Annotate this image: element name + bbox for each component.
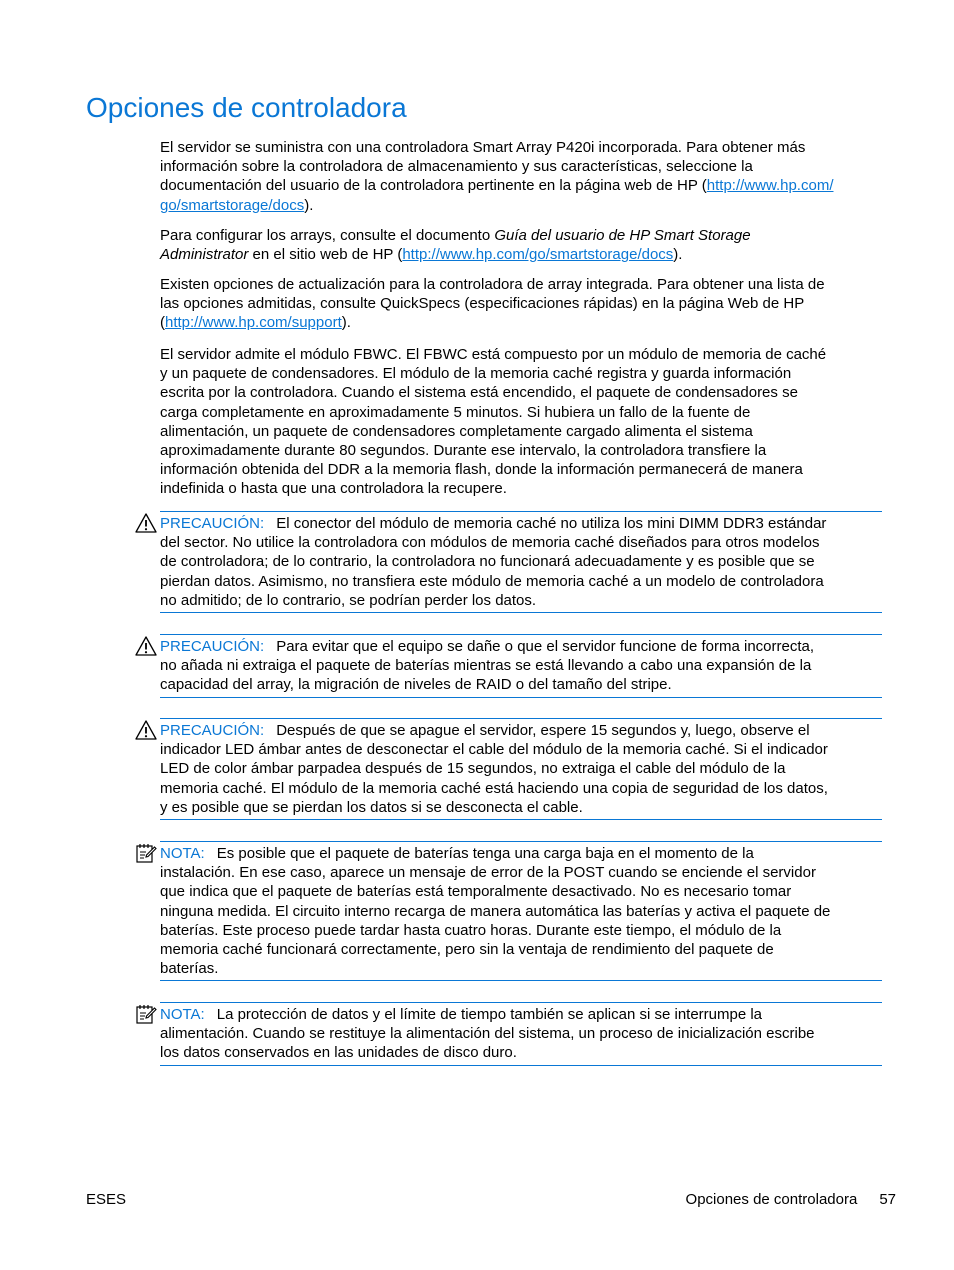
notice-body: [160, 719, 882, 819]
note-pad-icon: [135, 843, 157, 863]
paragraph-controller-intro: [160, 138, 882, 215]
footer-section-title: Opciones de controladora: [685, 1191, 858, 1208]
paragraph-text: en el sitio web de HP (: [248, 246, 403, 264]
notice-text: La protección de datos y el límite de tiempo también se aplican si se interrumpe la alimentación. Cuando se restituye la alimentación del sistema, un proceso de inicialización escribe los datos conservados en las unidades de disco duro.: [160, 1006, 815, 1062]
notice-text: El conector del módulo de memoria caché no utiliza los mini DIMM DDR3 estándar del sector. No utilice la controladora con módulos de memoria caché diseñados para otros modelos de controladora; de lo contrario, la controladora no funcionará adecuadamente y es posible que se pierdan datos. Asimismo, no transfiera este módulo de memoria caché a un modelo de controladora no admitido; de lo contrario, se podrían perder los datos.: [160, 515, 827, 609]
caution-notice: [160, 511, 882, 613]
footer-right: [686, 1190, 896, 1210]
smartstorage-docs-link-2[interactable]: http://www.hp.com/go/smartstorage/docs: [402, 246, 674, 264]
warning-triangle-icon: [135, 513, 157, 533]
notice-label: PRECAUCIÓN:: [160, 638, 265, 655]
document-title-italic: Guía del usuario de HP Smart Storage Administrator: [160, 227, 751, 264]
notice-label: NOTA:: [160, 1006, 205, 1023]
smartstorage-docs-link[interactable]: http://www.hp.com/ go/smartstorage/docs: [160, 177, 834, 214]
notice-body: [160, 1003, 882, 1065]
hp-support-link[interactable]: http://www.hp.com/support: [165, 314, 342, 332]
notice-body: [160, 842, 882, 980]
paragraph-fbwc: El servidor admite el módulo FBWC. El FBWC está compuesto por un módulo de memoria de caché y un paquete de condensadores. El módulo de la memoria caché registra y guarda información escrita por la controladora. Cuando el sistema está encendido, el paquete de condensadores se carga completamente en aproximadamente 5 minutos. Si hubiera un fallo de la fuente de alimentación, un paquete de condensadores completamente cargado alimenta el sistema aproximadamente durante 80 segundos. Durante ese intervalo, la controladora transfiere la información obtenida del DDR a la memoria flash, donde la información permanecerá de manera indefinida o hasta que una controladora la recupere.: [160, 346, 827, 498]
notice-label: NOTA:: [160, 845, 205, 862]
page-title: Opciones de controladora: [86, 92, 407, 123]
paragraph-text: ).: [341, 314, 351, 332]
warning-triangle-icon: [135, 720, 157, 740]
paragraph-configure-arrays: [160, 226, 882, 264]
note-pad-icon: [135, 1004, 157, 1024]
notice-text: Es posible que el paquete de baterías tenga una carga baja en el momento de la instalación. En ese caso, aparece un mensaje de error de la POST cuando se enciende el servidor que indica que el paquete de baterías está temporalmente desactivado. No es necesario tomar ninguna medida. El circuito interno recarga de manera automática las baterías y activa el paquete de baterías. Este proceso puede tardar hasta cuatro horas. Durante este tiempo, el módulo de la memoria caché funcionará correctamente, pero sin la ventaja de rendimiento del paquete de baterías.: [160, 845, 831, 978]
notice-body: [160, 512, 882, 612]
caution-notice: [160, 634, 882, 698]
paragraph-text: ).: [673, 246, 683, 264]
note-notice: [160, 841, 882, 981]
notice-label: PRECAUCIÓN:: [160, 722, 265, 739]
warning-triangle-icon: [135, 636, 157, 656]
paragraph-text: ).: [304, 196, 314, 214]
caution-notice: [160, 718, 882, 820]
paragraph-update-options: [160, 275, 882, 333]
notice-body: [160, 635, 882, 697]
paragraph-text: El servidor se suministra con una controladora Smart Array P420i incorporada. Para obtener más información sobre la controladora de almacenamiento y sus características, seleccione la documentación del usuario de la controladora pertinente en la página web de HP (: [160, 139, 806, 195]
notice-text: Después de que se apague el servidor, espere 15 segundos y, luego, observe el indicador LED ámbar antes de desconectar el cable del módulo de la memoria caché. Si el indicador LED de color ámbar parpadea después de 15 segundos, no extraiga el cable del módulo de la memoria caché. El módulo de la memoria caché está haciendo una copia de seguridad de los datos, y es posible que se pierdan los datos si se desconecta el cable.: [160, 722, 828, 816]
footer-locale: ESES: [86, 1191, 127, 1208]
paragraph-text: Existen opciones de actualización para la controladora de array integrada. Para obtener una lista de las opciones admitidas, consulte QuickSpecs (especificaciones rápidas) en la página Web de HP (: [160, 276, 825, 332]
note-notice: [160, 1002, 882, 1066]
paragraph-text: Para configurar los arrays, consulte el documento: [160, 227, 495, 244]
footer-page-number: 57: [879, 1191, 896, 1208]
notice-label: PRECAUCIÓN:: [160, 515, 265, 532]
notice-text: Para evitar que el equipo se dañe o que el servidor funcione de forma incorrecta, no añada ni extraiga el paquete de baterías mientras se está llevando a cabo una expansión de la capacidad del array, la migración de niveles de RAID o del tamaño del stripe.: [160, 638, 815, 694]
